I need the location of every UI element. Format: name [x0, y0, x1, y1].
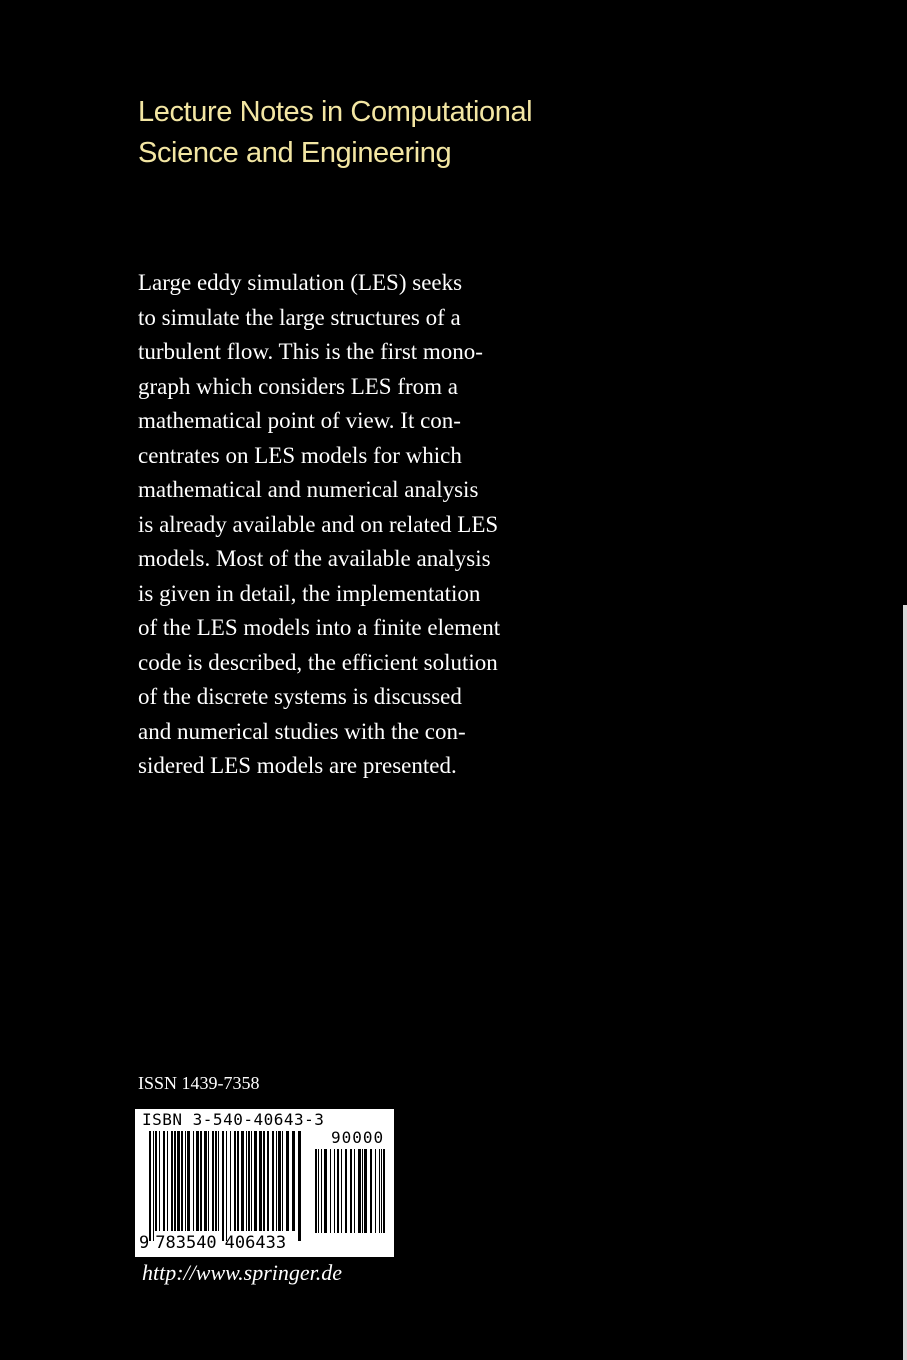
- barcode-bar: [246, 1131, 247, 1231]
- barcode-bar: [263, 1131, 265, 1231]
- barcode-bar: [222, 1131, 224, 1241]
- barcode-addon-bar: [375, 1149, 376, 1233]
- page-edge: [903, 605, 907, 1360]
- blurb-line: mathematical point of view. It con-: [138, 408, 461, 433]
- blurb-line: of the LES models into a finite element: [138, 615, 501, 640]
- barcode-bar: [251, 1131, 252, 1231]
- blurb-line: Large eddy simulation (LES) seeks: [138, 270, 463, 295]
- series-title: [138, 92, 738, 174]
- barcode-bar: [267, 1131, 269, 1231]
- blurb-line: mathematical and numerical analysis: [138, 477, 479, 502]
- barcode-bar: [276, 1131, 277, 1231]
- blurb-line: centrates on LES models for which: [138, 442, 462, 468]
- barcode-bar: [181, 1131, 183, 1231]
- barcode-bar: [218, 1131, 219, 1231]
- barcode-bar: [171, 1131, 173, 1231]
- barcode-addon-bar: [354, 1149, 355, 1233]
- barcode-addon-bar: [381, 1149, 382, 1233]
- barcode-bar: [196, 1131, 199, 1231]
- issn-number: ISSN 1439-7358: [138, 1073, 260, 1093]
- barcode-addon-bar: [315, 1149, 317, 1233]
- barcode-addon-bar: [364, 1149, 367, 1233]
- barcode-bar: [204, 1131, 207, 1231]
- barcode-bar: [200, 1131, 202, 1231]
- barcode-addon-bar: [341, 1149, 342, 1233]
- barcode-bar: [278, 1131, 281, 1231]
- blurb-line: turbulent flow. This is the first mono-: [138, 339, 483, 364]
- publisher-url: http://www.springer.de: [142, 1260, 343, 1285]
- barcode-bar: [212, 1131, 214, 1231]
- blurb-line: is already available and on related LES: [138, 511, 499, 537]
- barcode-bar: [208, 1131, 209, 1231]
- barcode-bar: [149, 1131, 151, 1241]
- barcode-addon-bar: [362, 1149, 363, 1233]
- barcode-bar: [167, 1131, 168, 1231]
- barcode-bar: [272, 1131, 274, 1231]
- ean-right-digits: 406433: [224, 1233, 287, 1253]
- isbn-label: ISBN 3-540-40643-3: [142, 1110, 325, 1129]
- blurb-text: [138, 266, 558, 784]
- ean-digits: [139, 1233, 286, 1253]
- ean-first-digit: 9: [139, 1233, 150, 1253]
- barcode-bar: [155, 1131, 157, 1231]
- barcode-bar: [286, 1131, 289, 1231]
- barcode-addon-bar: [321, 1149, 322, 1233]
- barcode-addon-bar: [330, 1149, 331, 1233]
- barcode-bar: [193, 1131, 194, 1231]
- series-title-line-1: Lecture Notes in Computational: [138, 96, 533, 128]
- barcode-bar: [163, 1131, 165, 1231]
- barcode-bar: [259, 1131, 262, 1231]
- barcode-bar: [187, 1131, 190, 1231]
- barcode-bar: [185, 1131, 186, 1231]
- barcode-bar: [241, 1131, 244, 1231]
- barcode-bar: [234, 1131, 236, 1231]
- barcode-addon-digits: 90000: [331, 1128, 385, 1147]
- barcode-addon-bar: [345, 1149, 347, 1233]
- barcode-bar: [174, 1131, 176, 1231]
- barcode-bar: [248, 1131, 250, 1231]
- barcode-addon-bar: [383, 1149, 385, 1233]
- blurb-line: is given in detail, the implementation: [138, 580, 481, 606]
- barcode-addon-bar: [350, 1149, 352, 1233]
- barcode-bar: [177, 1131, 180, 1231]
- barcode-bar: [298, 1131, 301, 1241]
- blurb-line: models. Most of the available analysis: [138, 546, 491, 571]
- blurb-line: of the discrete systems is discussed: [138, 684, 462, 709]
- barcode-addon-bar: [379, 1149, 380, 1233]
- blurb-line: graph which considers LES from a: [138, 373, 459, 399]
- blurb-line: sidered LES models are presented.: [138, 753, 457, 778]
- series-title-line-2: Science and Engineering: [138, 137, 452, 169]
- barcode-bar: [159, 1131, 160, 1231]
- barcode-addon-bar: [370, 1149, 372, 1233]
- blurb-line: code is described, the efficient solution: [138, 649, 498, 675]
- barcode-bar: [153, 1131, 154, 1241]
- blurb-line: and numerical studies with the con-: [138, 718, 466, 744]
- barcode-addon-bar: [334, 1149, 335, 1233]
- barcode-bar: [215, 1131, 217, 1231]
- barcode-bar: [230, 1131, 231, 1231]
- isbn-barcode: [135, 1109, 394, 1257]
- ean-left-digits: 783540: [155, 1233, 217, 1253]
- barcode-bar: [254, 1131, 257, 1231]
- barcode-addon-bar: [358, 1149, 361, 1233]
- barcode-bar: [292, 1131, 295, 1231]
- barcode-bar: [226, 1131, 227, 1241]
- blurb-line: to simulate the large structures of a: [138, 304, 461, 330]
- barcode-addon-bar: [337, 1149, 339, 1233]
- barcode-bar: [237, 1131, 239, 1231]
- barcode-bar: [282, 1131, 283, 1231]
- barcode-addon-bar: [318, 1149, 319, 1233]
- barcode-addon-bar: [324, 1149, 327, 1233]
